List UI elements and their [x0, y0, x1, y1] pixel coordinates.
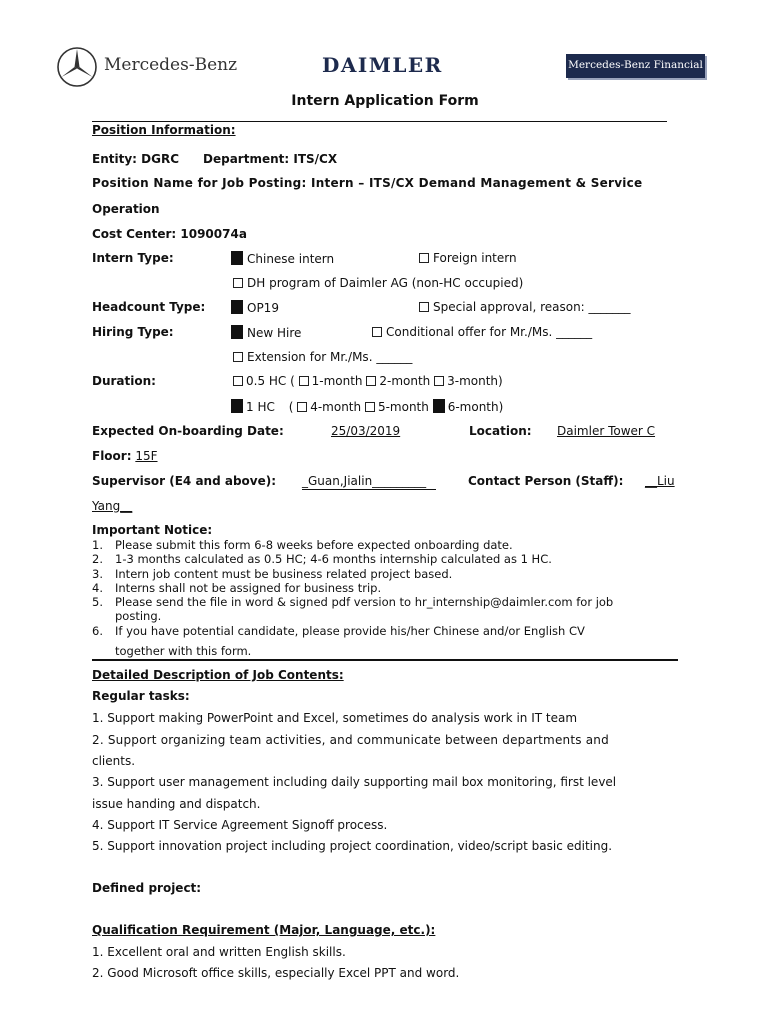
notice-heading: Important Notice: — [92, 523, 213, 537]
section-divider — [92, 659, 678, 661]
notice-text: 1-3 months calculated as 0.5 HC; 4-6 months internship calculated as 1 HC. — [115, 552, 552, 567]
checkbox-icon — [366, 376, 376, 386]
new-hire-label: New Hire — [247, 326, 302, 340]
hiring-type-label: Hiring Type: — [92, 325, 174, 339]
mbf-logo-text: Mercedes-Benz Financial — [568, 59, 703, 71]
checked-box-icon — [231, 399, 243, 413]
notice-number: 5. — [92, 595, 103, 610]
checked-box-icon — [433, 399, 445, 413]
three-month-option[interactable] — [434, 374, 503, 388]
dh-program-label: DH program of Daimler AG (non-HC occupied) — [247, 276, 524, 290]
six-month-label: 6-month) — [447, 400, 504, 414]
daimler-logo: DAIMLER — [322, 53, 443, 77]
six-month-option[interactable] — [433, 400, 504, 414]
notice-item — [92, 581, 678, 595]
department-label: Department: — [203, 152, 290, 166]
headcount-type-label: Headcount Type: — [92, 300, 206, 314]
notice-item — [92, 567, 678, 581]
two-month-option[interactable] — [366, 374, 430, 388]
checkbox-icon — [233, 278, 243, 288]
supervisor-label: Supervisor (E4 and above): — [92, 474, 277, 488]
foreign-intern-label: Foreign intern — [433, 251, 517, 265]
foreign-intern-option[interactable] — [419, 251, 517, 265]
checkbox-icon — [419, 253, 429, 263]
floor-value: 15F — [135, 449, 158, 463]
checkbox-icon — [299, 376, 309, 386]
checkbox-icon — [233, 352, 243, 362]
task-item: 4. Support IT Service Agreement Signoff process. — [92, 818, 388, 832]
intern-type-label: Intern Type: — [92, 251, 174, 265]
four-month-option[interactable] — [297, 400, 361, 414]
location-label: Location: — [469, 424, 532, 438]
position-name-line2: Operation — [92, 202, 160, 216]
one-hc-option[interactable] — [231, 400, 275, 414]
notice-item — [92, 624, 678, 638]
special-approval-label: Special approval, reason: _______ — [433, 300, 631, 314]
checkbox-icon — [419, 302, 429, 312]
special-approval-option[interactable] — [419, 300, 631, 314]
supervisor-underline — [302, 489, 436, 490]
supervisor-value: _Guan,Jialin_________ — [302, 474, 427, 488]
department-row — [203, 152, 337, 166]
qualification-heading: Qualification Requirement (Major, Language, etc.): — [92, 923, 436, 937]
dh-program-option[interactable] — [233, 276, 523, 290]
floor-row — [92, 449, 158, 463]
one-month-label: 1-month — [311, 374, 363, 388]
conditional-offer-option[interactable] — [372, 325, 592, 339]
notice-text: Please send the file in word & signed pdf version to hr_internship@daimler.com for job — [115, 595, 614, 610]
title-underline — [92, 121, 667, 122]
checked-box-icon — [231, 300, 243, 314]
job-contents-heading: Detailed Description of Job Contents: — [92, 668, 344, 682]
floor-label: Floor: — [92, 449, 132, 463]
duration-one-hc-row — [231, 399, 503, 414]
location-value: Daimler Tower C — [557, 424, 656, 438]
qualification-item: 2. Good Microsoft office skills, especially Excel PPT and word. — [92, 966, 460, 980]
chinese-intern-option[interactable] — [231, 251, 334, 266]
one-hc-label: 1 HC — [246, 400, 275, 414]
contact-person-value-1: __Liu — [645, 474, 675, 488]
duration-label: Duration: — [92, 374, 156, 388]
task-item: 2. Support organizing team activities, and communicate between departments and — [92, 733, 609, 747]
notice-number: 1. — [92, 538, 103, 552]
notice-item — [92, 595, 678, 609]
notice-number: 3. — [92, 566, 103, 581]
page-title: Intern Application Form — [291, 93, 479, 109]
notice-number: 2. — [92, 552, 103, 567]
contact-person-label: Contact Person (Staff): — [468, 474, 624, 488]
notice-number: 4. — [92, 580, 103, 595]
position-name-line1: Position Name for Job Posting: Intern – ITS/CX Demand Management & Service — [92, 176, 643, 190]
qualification-item: 1. Excellent oral and written English skills. — [92, 945, 346, 959]
entity-row — [92, 152, 179, 166]
three-month-label: 3-month) — [447, 374, 503, 388]
checked-box-icon — [231, 325, 243, 339]
notice-item-cont — [92, 609, 678, 623]
two-month-label: 2-month — [379, 374, 431, 388]
mercedes-benz-wordmark: Mercedes-Benz — [104, 55, 238, 75]
entity-label: Entity: — [92, 152, 137, 166]
notice-text: posting. — [115, 609, 162, 624]
half-hc-option[interactable] — [233, 374, 295, 388]
mercedes-star-icon — [56, 46, 98, 88]
cost-center: Cost Center: 1090074a — [92, 227, 247, 241]
onboarding-date-label: Expected On-boarding Date: — [92, 424, 284, 438]
notice-number: 6. — [92, 623, 103, 638]
notice-item — [92, 538, 678, 552]
paren-open: ( — [288, 400, 294, 414]
four-month-label: 4-month — [310, 400, 362, 414]
extension-option[interactable] — [233, 350, 412, 364]
op19-label: OP19 — [247, 301, 279, 315]
op19-option[interactable] — [231, 300, 279, 315]
task-item-cont: issue handing and dispatch. — [92, 797, 261, 811]
notice-text: If you have potential candidate, please provide his/her Chinese and/or English CV — [115, 623, 585, 638]
task-item-cont: clients. — [92, 754, 136, 768]
position-info-heading: Position Information: — [92, 123, 236, 137]
new-hire-option[interactable] — [231, 325, 301, 340]
checkbox-icon — [233, 376, 243, 386]
department-value: ITS/CX — [293, 152, 338, 166]
checkbox-icon — [365, 402, 375, 412]
notice-list — [92, 538, 678, 638]
five-month-option[interactable] — [365, 400, 429, 414]
notice-text: Interns shall not be assigned for business trip. — [115, 580, 382, 595]
notice-item — [92, 552, 678, 566]
extension-label: Extension for Mr./Ms. ______ — [247, 350, 413, 364]
checkbox-icon — [372, 327, 382, 337]
contact-person-value-2: Yang__ — [92, 499, 133, 513]
task-item: 1. Support making PowerPoint and Excel, sometimes do analysis work in IT team — [92, 711, 578, 725]
notice-item-cont: together with this form. — [115, 644, 252, 658]
five-month-label: 5-month — [377, 400, 429, 414]
task-item: 5. Support innovation project including project coordination, video/script basic editing. — [92, 839, 613, 853]
chinese-intern-label: Chinese intern — [247, 252, 335, 266]
duration-half-hc-row — [233, 374, 503, 388]
mercedes-benz-financial-logo — [566, 54, 705, 78]
half-hc-label: 0.5 HC ( — [246, 374, 295, 388]
conditional-offer-label: Conditional offer for Mr./Ms. ______ — [386, 325, 593, 339]
mercedes-benz-logo — [56, 46, 98, 91]
onboarding-date-value: 25/03/2019 — [331, 424, 401, 438]
checked-box-icon — [231, 251, 243, 265]
entity-value: DGRC — [141, 152, 179, 166]
notice-text: Please submit this form 6-8 weeks before expected onboarding date. — [115, 538, 513, 552]
checkbox-icon — [434, 376, 444, 386]
defined-project-label: Defined project: — [92, 881, 202, 895]
regular-tasks-label: Regular tasks: — [92, 689, 190, 703]
notice-text: Intern job content must be business related project based. — [115, 566, 453, 581]
checkbox-icon — [297, 402, 307, 412]
one-month-option[interactable] — [299, 374, 363, 388]
task-item: 3. Support user management including daily supporting mail box monitoring, first level — [92, 775, 617, 789]
